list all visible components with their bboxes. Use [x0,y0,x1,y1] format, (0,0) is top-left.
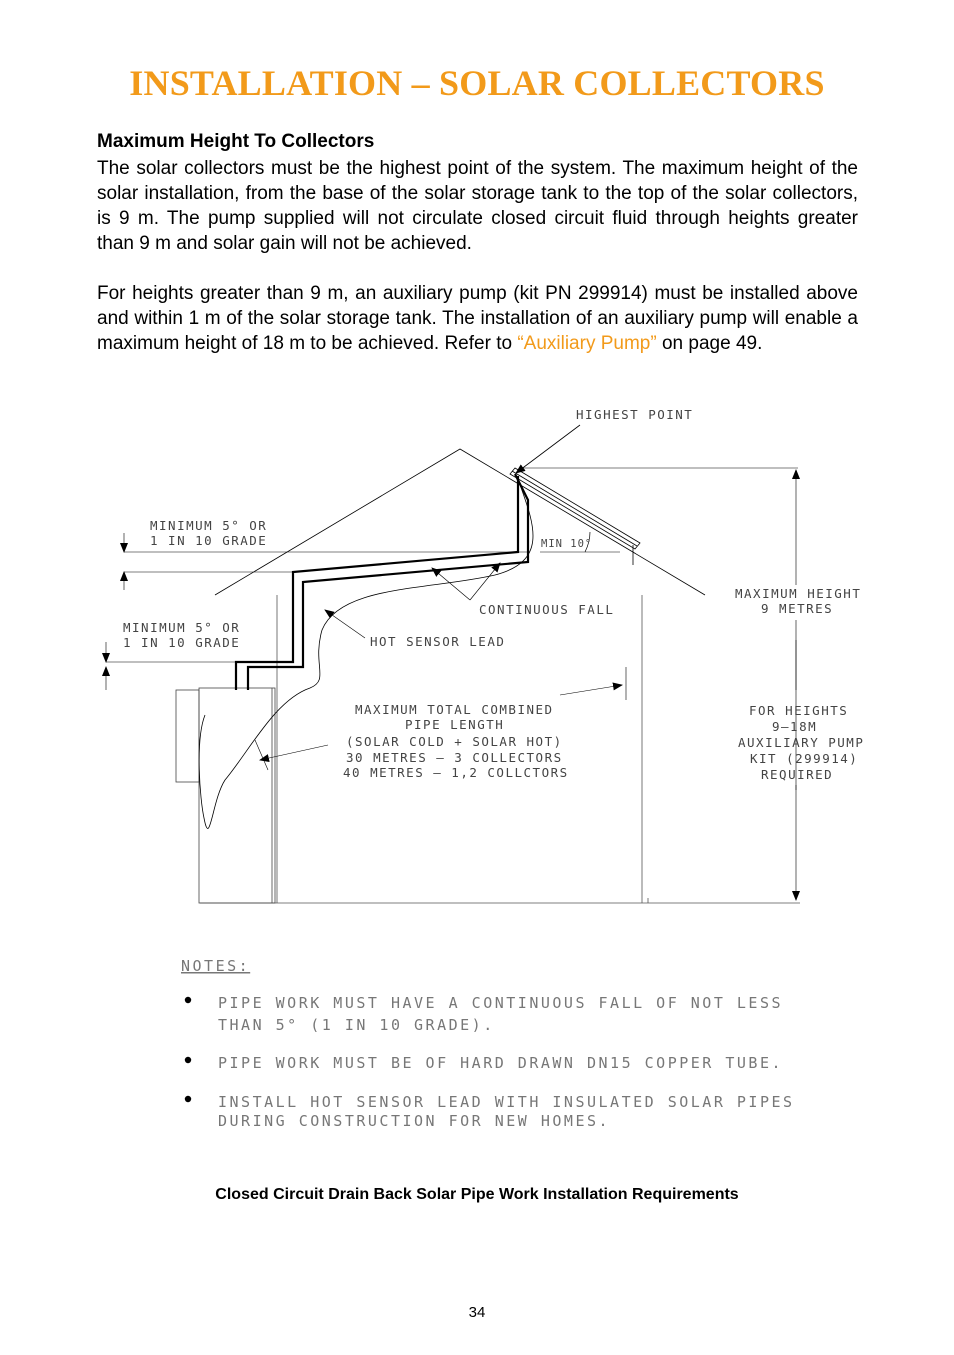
aux-pump-line3: AUXILIARY PUMP [738,735,865,750]
note-3-line1: INSTALL HOT SENSOR LEAD WITH INSULATED SOLAR PIPES [218,1093,795,1111]
min-angle-label: MIN 10° [541,538,593,550]
bullet-icon [185,997,191,1003]
bullet-icon [185,1057,191,1063]
figure-caption: Closed Circuit Drain Back Solar Pipe Work Installation Requirements [215,1186,739,1203]
note-1-line2: THAN 5° (1 IN 10 GRADE). [218,1016,495,1034]
paragraph-text-end: on page 49. [656,333,763,354]
storage-tank [176,688,275,903]
min-grade-bottom-line1: MINIMUM 5° OR [123,620,241,635]
highest-point-label: HIGHEST POINT [576,407,694,422]
aux-pump-line2: 9–18M [772,719,818,734]
page-number: 34 [468,1304,486,1321]
auxiliary-pump-link[interactable]: “Auxiliary Pump” [517,333,657,354]
section-heading: Maximum Height To Collectors [97,131,375,152]
note-3-line2: DURING CONSTRUCTION FOR NEW HOMES. [218,1112,611,1130]
aux-pump-line5: REQUIRED [761,767,834,782]
pipe-length-line2: PIPE LENGTH [405,717,505,732]
aux-pump-line4: KIT (299914) [750,751,859,766]
hot-sensor-label: HOT SENSOR LEAD [370,634,506,649]
notes-heading: NOTES: [181,957,251,975]
pipe-length-line4: 30 METRES – 3 COLLECTORS [346,750,563,765]
pipe-length-line5: 40 METRES – 1,2 COLLCTORS [343,765,569,780]
highest-point-arrow [516,425,580,473]
min-grade-top-line1: MINIMUM 5° OR [150,518,268,533]
pipe-length-line3: (SOLAR COLD + SOLAR HOT) [346,734,563,749]
continuous-fall-label: CONTINUOUS FALL [479,602,615,617]
solar-pipes [236,474,528,690]
pipe-length-line1: MAXIMUM TOTAL COMBINED [355,702,554,717]
page-title: INSTALLATION – SOLAR COLLECTORS [129,63,825,103]
solar-collector [510,468,640,565]
paragraph-text: For heights greater than 9 m, an auxiliary pump (kit PN 299914) must be installed above and within 1 m of the solar storage tank. The installation of an auxiliary pump will enable a maximum height of 18 m to be achieved. Refer to [97,283,858,354]
hot-sensor-arrow [325,610,365,638]
max-height-line1: MAXIMUM HEIGHT [735,586,862,601]
max-height-dimension [523,468,798,900]
max-height-line2: 9 METRES [761,601,834,616]
paragraph-max-height: The solar collectors must be the highest point of the system. The maximum height of the solar installation, from the base of the solar storage tank to the top of the solar collectors, is 9 m. The pump supplied will not circulate closed circuit fluid through heights greater than 9 m and solar gain will not be achieved. [97,158,858,254]
roof-outline [215,449,705,595]
note-1-line1: PIPE WORK MUST HAVE A CONTINUOUS FALL OF NOT LESS [218,994,784,1012]
installation-diagram [0,395,954,1145]
min-grade-top-line2: 1 IN 10 GRADE [150,533,268,548]
aux-pump-line1: FOR HEIGHTS [749,703,849,718]
paragraph-auxiliary-pump [97,281,858,356]
min-grade-bottom-line2: 1 IN 10 GRADE [123,635,241,650]
bullet-icon [185,1096,191,1102]
note-2-line1: PIPE WORK MUST BE OF HARD DRAWN DN15 COPPER TUBE. [218,1054,784,1072]
